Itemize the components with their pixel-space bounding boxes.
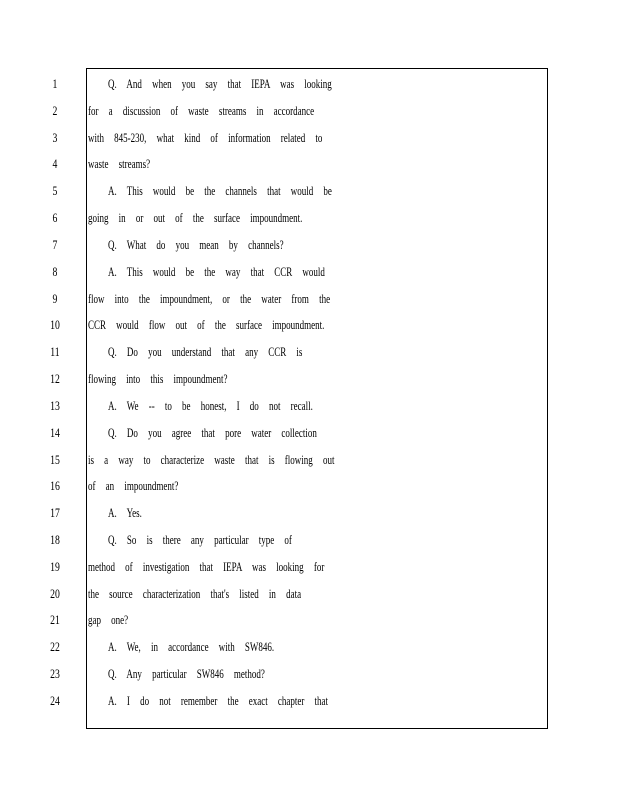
transcript-line xyxy=(0,262,618,282)
line-text: A. This would be the way that CCR would xyxy=(108,265,325,279)
transcript-line xyxy=(0,691,618,711)
line-number: 4 xyxy=(52,157,58,171)
line-number: 17 xyxy=(50,506,60,520)
line-number: 10 xyxy=(50,318,60,332)
line-number: 12 xyxy=(50,372,60,386)
transcript-line xyxy=(0,450,618,470)
transcript-line xyxy=(0,181,618,201)
transcript-line xyxy=(0,235,618,255)
transcript-line xyxy=(0,154,618,174)
line-number: 22 xyxy=(50,640,60,654)
line-number: 8 xyxy=(52,265,58,279)
line-text: the source characterization that's listed in data xyxy=(88,587,302,601)
transcript-line xyxy=(0,610,618,630)
line-number: 24 xyxy=(50,694,60,708)
line-number: 1 xyxy=(52,77,58,91)
transcript-line xyxy=(0,369,618,389)
transcript-line xyxy=(0,557,618,577)
transcript-line xyxy=(0,342,618,362)
line-text: Q. What do you mean by channels? xyxy=(108,238,284,252)
line-text: gap one? xyxy=(88,613,129,627)
transcript-line xyxy=(0,128,618,148)
line-number: 21 xyxy=(50,613,60,627)
line-text: A. Yes. xyxy=(108,506,142,520)
transcript-line xyxy=(0,584,618,604)
line-number: 16 xyxy=(50,479,60,493)
line-text: A. I do not remember the exact chapter that xyxy=(108,694,329,708)
line-text: with 845-230, what kind of information related to xyxy=(88,131,323,145)
line-text: flowing into this impoundment? xyxy=(88,372,228,386)
line-text: is a way to characterize waste that is flowing out xyxy=(88,453,335,467)
line-text: Q. Do you understand that any CCR is xyxy=(108,345,303,359)
line-text: Q. And when you say that IEPA was looking xyxy=(108,77,332,91)
transcript-line xyxy=(0,423,618,443)
line-number: 5 xyxy=(52,184,58,198)
line-text: A. This would be the channels that would be xyxy=(108,184,332,198)
transcript-line xyxy=(0,289,618,309)
line-text: method of investigation that IEPA was looking for xyxy=(88,560,325,574)
transcript-line xyxy=(0,664,618,684)
line-number: 14 xyxy=(50,426,60,440)
line-text: of an impoundment? xyxy=(88,479,179,493)
transcript-line xyxy=(0,396,618,416)
line-text: Q. Any particular SW846 method? xyxy=(108,667,265,681)
transcript-line xyxy=(0,101,618,121)
line-number: 13 xyxy=(50,399,60,413)
line-text: for a discussion of waste streams in accordance xyxy=(88,104,315,118)
transcript-line xyxy=(0,637,618,657)
line-text: waste streams? xyxy=(88,157,151,171)
transcript-line xyxy=(0,315,618,335)
line-number: 11 xyxy=(50,345,60,359)
transcript-line xyxy=(0,476,618,496)
line-text: Q. Do you agree that pore water collection xyxy=(108,426,317,440)
line-text: flow into the impoundment, or the water from the xyxy=(88,292,331,306)
line-text: A. We -- to be honest, I do not recall. xyxy=(108,399,313,413)
line-number: 20 xyxy=(50,587,60,601)
line-number: 3 xyxy=(52,131,58,145)
transcript-line xyxy=(0,503,618,523)
transcript-line xyxy=(0,74,618,94)
line-text: Q. So is there any particular type of xyxy=(108,533,292,547)
line-number: 9 xyxy=(52,292,58,306)
line-number: 19 xyxy=(50,560,60,574)
line-text: going in or out of the surface impoundment. xyxy=(88,211,303,225)
line-text: CCR would flow out of the surface impoundment. xyxy=(88,318,325,332)
line-number: 2 xyxy=(52,104,58,118)
transcript-line xyxy=(0,530,618,550)
line-number: 18 xyxy=(50,533,60,547)
line-number: 23 xyxy=(50,667,60,681)
line-number: 15 xyxy=(50,453,60,467)
line-number: 6 xyxy=(52,211,58,225)
transcript-line xyxy=(0,208,618,228)
line-text: A. We, in accordance with SW846. xyxy=(108,640,275,654)
line-number: 7 xyxy=(52,238,58,252)
